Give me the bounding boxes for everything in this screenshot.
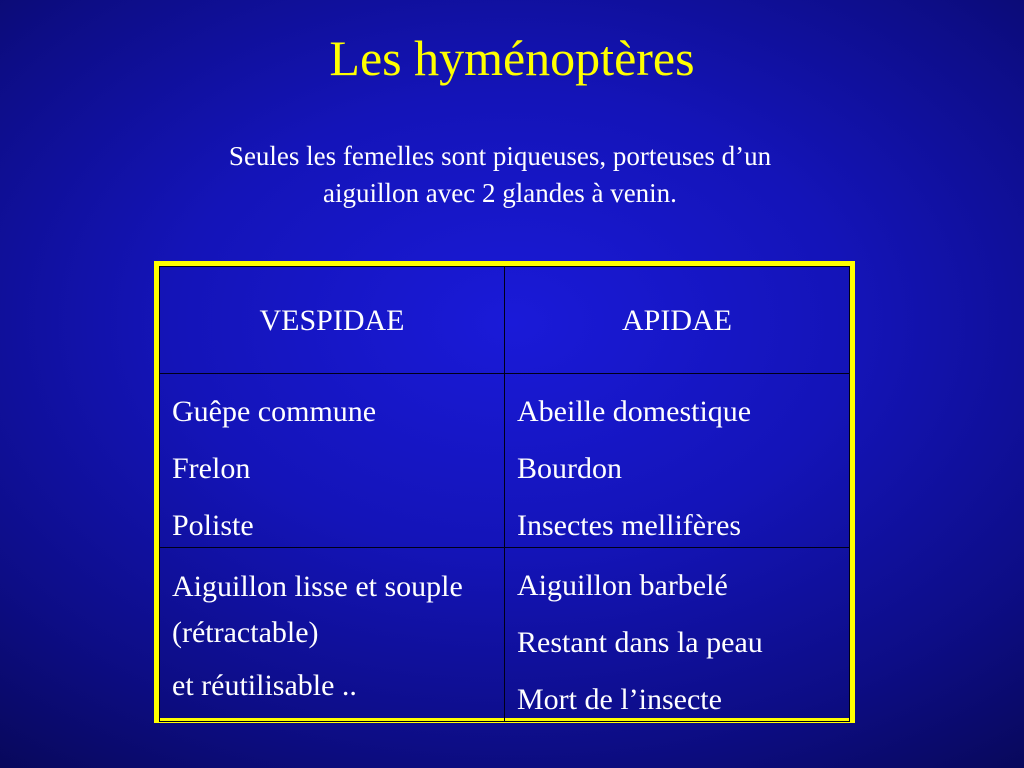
list-item: Aiguillon barbelé (517, 569, 728, 602)
list-item: Frelon (172, 452, 251, 485)
cell-vespidae-stinger (160, 548, 505, 722)
slide-subtitle (130, 138, 870, 212)
cell-apidae-stinger (505, 548, 850, 722)
list-item: Guêpe commune (172, 395, 377, 428)
subtitle-line-2: aiguillon avec 2 glandes à venin. (323, 178, 677, 208)
cell-apidae-species (505, 374, 850, 548)
list-item: Bourdon (517, 452, 622, 485)
subtitle-line-1: Seules les femelles sont piqueuses, porteuses d’un (228, 141, 772, 171)
slide-title: Les hyménoptères (329, 30, 695, 86)
header-vespidae: VESPIDAE (160, 267, 505, 374)
list-item: Mort de l’insecte (517, 683, 722, 716)
comparison-table (154, 261, 855, 723)
cell-vespidae-species (160, 374, 505, 548)
table-header-row (160, 267, 850, 374)
table-row-stinger (160, 548, 850, 722)
list-item: et réutilisable .. (172, 669, 357, 702)
table-row-species (160, 374, 850, 548)
list-item: Insectes mellifères (517, 509, 742, 542)
list-item: Poliste (172, 509, 254, 542)
list-item: Restant dans la peau (517, 626, 763, 659)
list-item: Abeille domestique (517, 395, 752, 428)
comparison-table-grid (159, 266, 850, 722)
list-item: Aiguillon lisse et souple (rétractable) (172, 570, 463, 649)
header-apidae: APIDAE (505, 267, 850, 374)
